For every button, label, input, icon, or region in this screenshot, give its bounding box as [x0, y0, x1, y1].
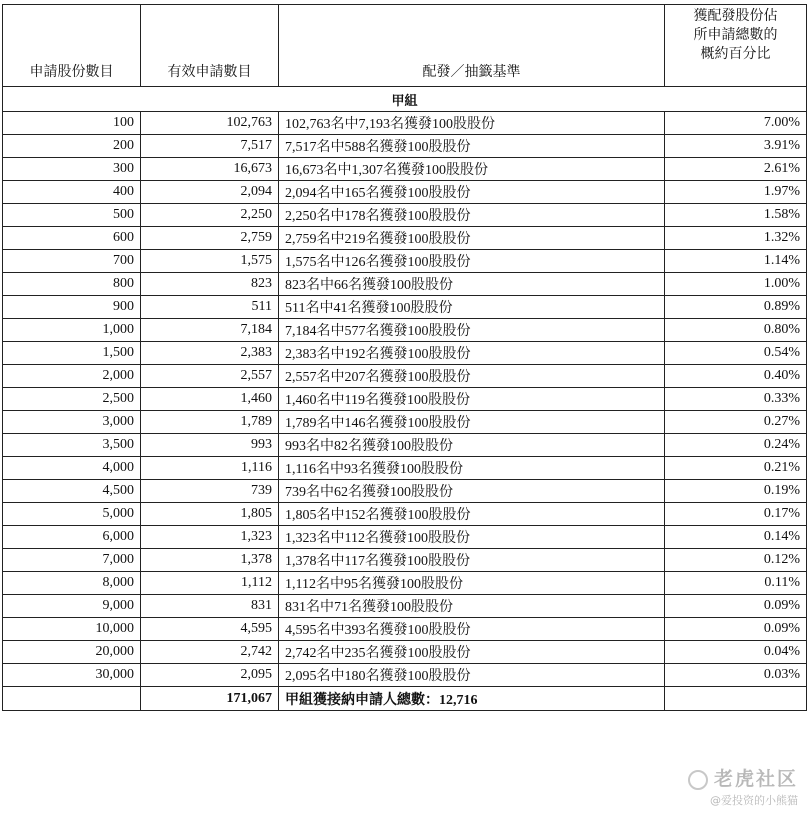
allocation-basis-cell: 511名中41名獲發100股股份 — [279, 296, 665, 319]
table-row — [3, 227, 807, 250]
approx-percentage-cell: 0.80% — [665, 319, 807, 342]
valid-applications-cell: 2,383 — [141, 342, 279, 365]
approx-percentage-cell: 3.91% — [665, 135, 807, 158]
allocation-basis-cell: 823名中66名獲發100股股份 — [279, 273, 665, 296]
allocation-basis-cell: 993名中82名獲發100股股份 — [279, 434, 665, 457]
valid-applications-cell: 1,460 — [141, 388, 279, 411]
total-accepted-label: 甲組獲接納申請人總數：12,716 — [279, 687, 665, 711]
allocation-basis-cell: 1,323名中112名獲發100股股份 — [279, 526, 665, 549]
approx-percentage-cell: 0.14% — [665, 526, 807, 549]
allocation-table — [2, 4, 807, 711]
approx-percentage-cell: 0.17% — [665, 503, 807, 526]
approx-percentage-cell: 0.89% — [665, 296, 807, 319]
allocation-basis-cell: 1,112名中95名獲發100股股份 — [279, 572, 665, 595]
table-row — [3, 365, 807, 388]
table-row — [3, 503, 807, 526]
approx-percentage-cell: 0.04% — [665, 641, 807, 664]
header-pct-line2: 所申請總數的 — [693, 27, 778, 43]
valid-applications-cell: 1,116 — [141, 457, 279, 480]
valid-applications-cell: 1,112 — [141, 572, 279, 595]
approx-percentage-cell: 0.09% — [665, 618, 807, 641]
valid-applications-cell: 2,557 — [141, 365, 279, 388]
allocation-basis-cell: 7,517名中588名獲發100股股份 — [279, 135, 665, 158]
table-row — [3, 526, 807, 549]
table-row — [3, 296, 807, 319]
group-label: 甲組 — [3, 87, 807, 112]
valid-applications-cell: 2,742 — [141, 641, 279, 664]
total-blank-cell — [3, 687, 141, 711]
approx-percentage-cell: 0.54% — [665, 342, 807, 365]
table-row — [3, 388, 807, 411]
shares-applied-cell: 1,000 — [3, 319, 141, 342]
approx-percentage-cell: 1.14% — [665, 250, 807, 273]
allocation-basis-cell: 2,759名中219名獲發100股股份 — [279, 227, 665, 250]
allocation-basis-cell: 2,095名中180名獲發100股股份 — [279, 664, 665, 687]
table-row — [3, 250, 807, 273]
valid-applications-cell: 993 — [141, 434, 279, 457]
shares-applied-cell: 6,000 — [3, 526, 141, 549]
shares-applied-cell: 20,000 — [3, 641, 141, 664]
total-row — [3, 687, 807, 711]
table-row — [3, 181, 807, 204]
shares-applied-cell: 7,000 — [3, 549, 141, 572]
valid-applications-cell: 1,789 — [141, 411, 279, 434]
shares-applied-cell: 30,000 — [3, 664, 141, 687]
table-row — [3, 595, 807, 618]
allocation-basis-cell: 102,763名中7,193名獲發100股股份 — [279, 112, 665, 135]
total-applications: 171,067 — [141, 687, 279, 711]
tiger-logo-icon — [688, 770, 708, 790]
shares-applied-cell: 700 — [3, 250, 141, 273]
allocation-basis-cell: 2,557名中207名獲發100股股份 — [279, 365, 665, 388]
valid-applications-cell: 102,763 — [141, 112, 279, 135]
valid-applications-cell: 2,094 — [141, 181, 279, 204]
allocation-basis-cell: 1,575名中126名獲發100股股份 — [279, 250, 665, 273]
shares-applied-cell: 3,500 — [3, 434, 141, 457]
total-blank-pct — [665, 687, 807, 711]
table-body — [3, 87, 807, 687]
approx-percentage-cell: 0.27% — [665, 411, 807, 434]
table-row — [3, 319, 807, 342]
header-pct-line1: 獲配發股份佔 — [693, 8, 778, 24]
shares-applied-cell: 500 — [3, 204, 141, 227]
approx-percentage-cell: 0.09% — [665, 595, 807, 618]
group-row — [3, 87, 807, 112]
shares-applied-cell: 800 — [3, 273, 141, 296]
valid-applications-cell: 823 — [141, 273, 279, 296]
allocation-basis-cell: 1,116名中93名獲發100股股份 — [279, 457, 665, 480]
valid-applications-cell: 739 — [141, 480, 279, 503]
shares-applied-cell: 4,000 — [3, 457, 141, 480]
header-pct-line3: 概約百分比 — [700, 46, 771, 62]
table-row — [3, 664, 807, 687]
allocation-basis-cell: 1,460名中119名獲發100股股份 — [279, 388, 665, 411]
valid-applications-cell: 511 — [141, 296, 279, 319]
allocation-basis-cell: 16,673名中1,307名獲發100股股份 — [279, 158, 665, 181]
allocation-basis-cell: 2,383名中192名獲發100股股份 — [279, 342, 665, 365]
valid-applications-cell: 2,095 — [141, 664, 279, 687]
table-row — [3, 158, 807, 181]
approx-percentage-cell: 2.61% — [665, 158, 807, 181]
table-row — [3, 549, 807, 572]
table-row — [3, 342, 807, 365]
shares-applied-cell: 600 — [3, 227, 141, 250]
table-row — [3, 480, 807, 503]
valid-applications-cell: 7,517 — [141, 135, 279, 158]
header-allocation-basis: 配發／抽籤基準 — [279, 5, 665, 87]
shares-applied-cell: 100 — [3, 112, 141, 135]
allocation-basis-cell: 2,250名中178名獲發100股股份 — [279, 204, 665, 227]
table-row — [3, 135, 807, 158]
allocation-basis-cell: 739名中62名獲發100股股份 — [279, 480, 665, 503]
approx-percentage-cell: 0.24% — [665, 434, 807, 457]
approx-percentage-cell: 0.12% — [665, 549, 807, 572]
header-valid-applications: 有效申請數目 — [141, 5, 279, 87]
valid-applications-cell: 2,759 — [141, 227, 279, 250]
valid-applications-cell: 4,595 — [141, 618, 279, 641]
shares-applied-cell: 900 — [3, 296, 141, 319]
watermark-author: @爱投资的小熊猫 — [710, 794, 798, 807]
table-row — [3, 572, 807, 595]
table-row — [3, 204, 807, 227]
table-row — [3, 112, 807, 135]
shares-applied-cell: 1,500 — [3, 342, 141, 365]
header-approx-percentage — [665, 5, 807, 87]
shares-applied-cell: 2,500 — [3, 388, 141, 411]
approx-percentage-cell: 1.32% — [665, 227, 807, 250]
shares-applied-cell: 4,500 — [3, 480, 141, 503]
valid-applications-cell: 2,250 — [141, 204, 279, 227]
approx-percentage-cell: 1.58% — [665, 204, 807, 227]
shares-applied-cell: 5,000 — [3, 503, 141, 526]
approx-percentage-cell: 0.40% — [665, 365, 807, 388]
table-row — [3, 641, 807, 664]
valid-applications-cell: 7,184 — [141, 319, 279, 342]
approx-percentage-cell: 1.00% — [665, 273, 807, 296]
allocation-basis-cell: 4,595名中393名獲發100股股份 — [279, 618, 665, 641]
allocation-basis-cell: 2,094名中165名獲發100股股份 — [279, 181, 665, 204]
approx-percentage-cell: 0.33% — [665, 388, 807, 411]
approx-percentage-cell: 0.03% — [665, 664, 807, 687]
approx-percentage-cell: 0.19% — [665, 480, 807, 503]
shares-applied-cell: 300 — [3, 158, 141, 181]
watermark-line1: 老虎社区 — [713, 768, 798, 790]
allocation-basis-cell: 1,378名中117名獲發100股股份 — [279, 549, 665, 572]
valid-applications-cell: 831 — [141, 595, 279, 618]
approx-percentage-cell: 7.00% — [665, 112, 807, 135]
allocation-basis-cell: 831名中71名獲發100股股份 — [279, 595, 665, 618]
shares-applied-cell: 3,000 — [3, 411, 141, 434]
header-row — [3, 5, 807, 87]
allocation-basis-cell: 1,805名中152名獲發100股股份 — [279, 503, 665, 526]
allocation-basis-cell: 7,184名中577名獲發100股股份 — [279, 319, 665, 342]
approx-percentage-cell: 1.97% — [665, 181, 807, 204]
shares-applied-cell: 400 — [3, 181, 141, 204]
table-row — [3, 457, 807, 480]
valid-applications-cell: 1,575 — [141, 250, 279, 273]
approx-percentage-cell: 0.21% — [665, 457, 807, 480]
table-row — [3, 273, 807, 296]
shares-applied-cell: 8,000 — [3, 572, 141, 595]
allocation-basis-cell: 1,789名中146名獲發100股股份 — [279, 411, 665, 434]
valid-applications-cell: 1,323 — [141, 526, 279, 549]
shares-applied-cell: 10,000 — [3, 618, 141, 641]
table-row — [3, 434, 807, 457]
table-row — [3, 618, 807, 641]
valid-applications-cell: 1,805 — [141, 503, 279, 526]
approx-percentage-cell: 0.11% — [665, 572, 807, 595]
shares-applied-cell: 2,000 — [3, 365, 141, 388]
watermark-brand — [688, 764, 798, 791]
header-shares-applied: 申請股份數目 — [3, 5, 141, 87]
shares-applied-cell: 200 — [3, 135, 141, 158]
table-row — [3, 411, 807, 434]
allocation-basis-cell: 2,742名中235名獲發100股股份 — [279, 641, 665, 664]
valid-applications-cell: 16,673 — [141, 158, 279, 181]
valid-applications-cell: 1,378 — [141, 549, 279, 572]
shares-applied-cell: 9,000 — [3, 595, 141, 618]
